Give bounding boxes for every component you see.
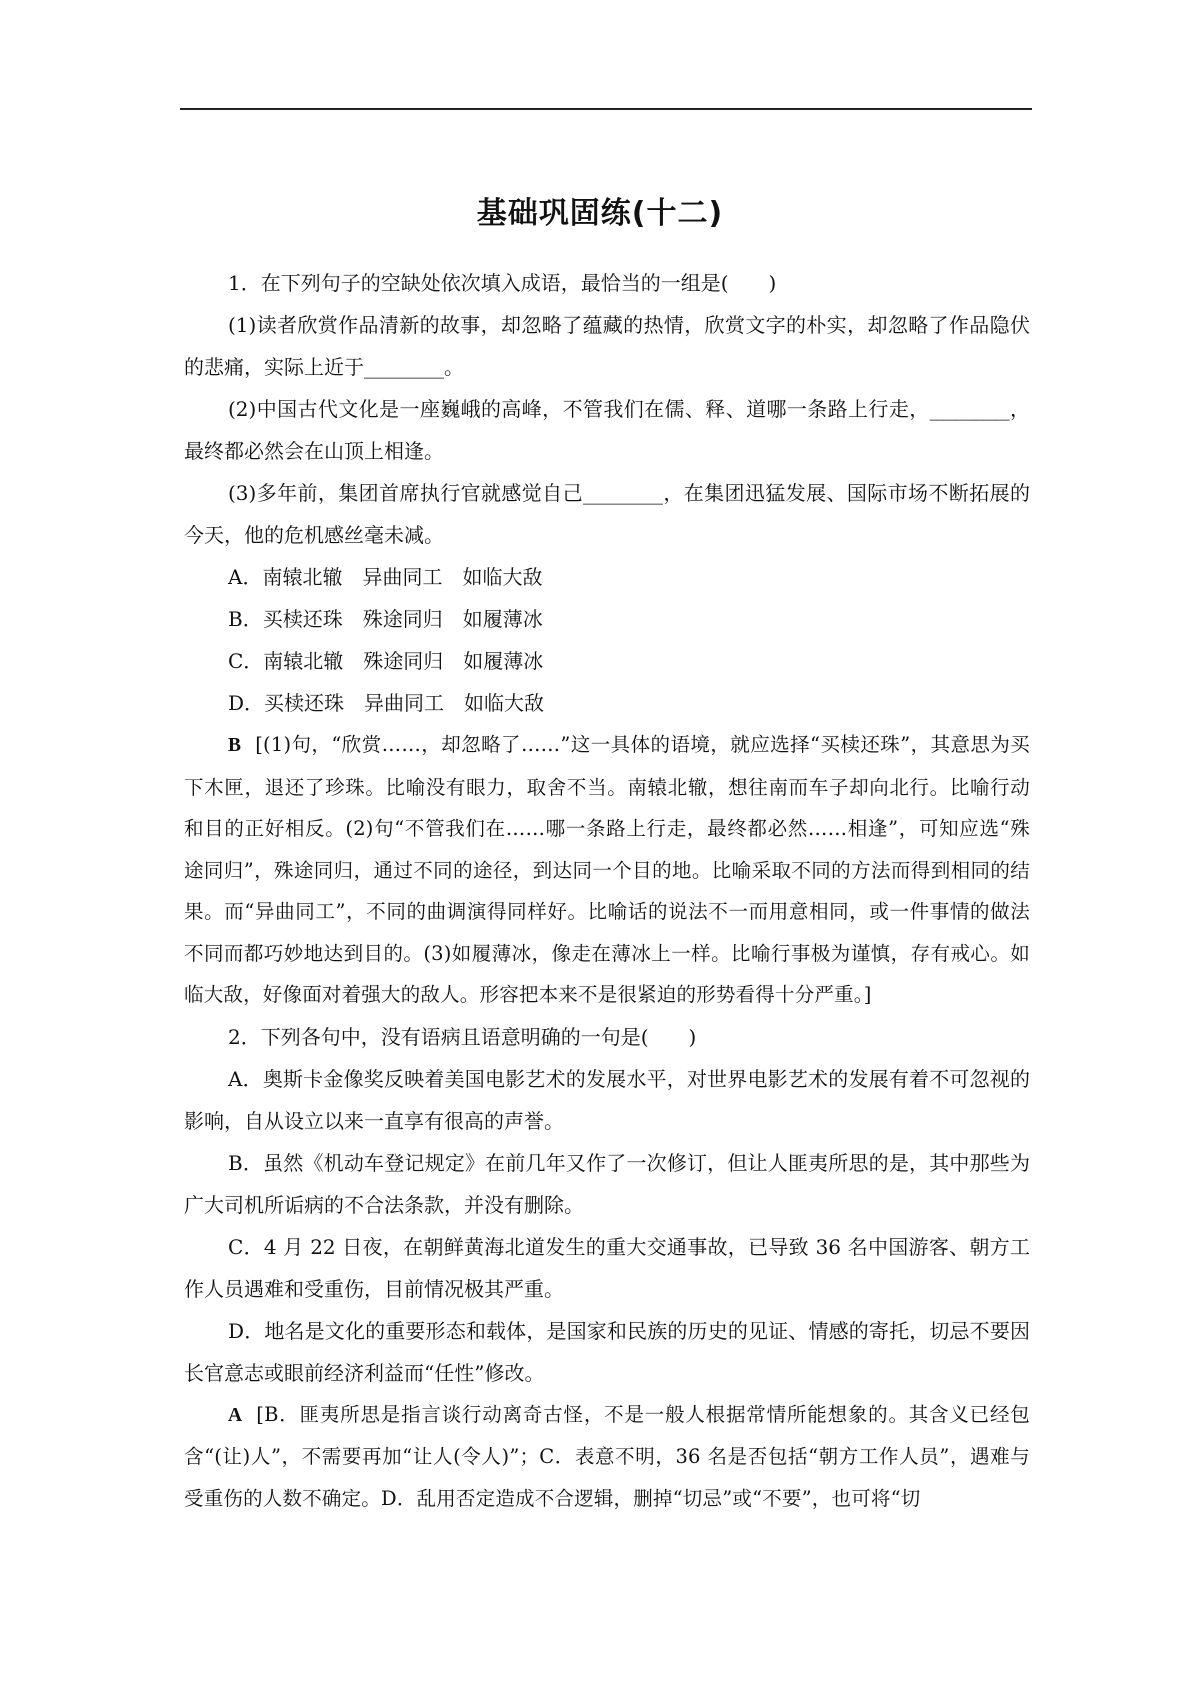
q2-stem: 2．下列各句中，没有语病且语意明确的一句是( ) xyxy=(228,1024,697,1049)
page-title: 基础巩固练(十二) xyxy=(476,196,724,231)
q1-sentence-3: (3)多年前，集团首席执行官就感觉自己________，在集团迅猛发展、国际市场不断拓展的今天，他的危机感丝毫未减。 xyxy=(184,481,1030,547)
q1-option-d: D．买椟还珠 异曲同工 如临大敌 xyxy=(228,691,545,715)
q2-option-b: B．虽然《机动车登记规定》在前几年又作了一次修订，但让人匪夷所思的是，其中那些为广大司机所诟病的不合法条款，并没有删除。 xyxy=(184,1150,1030,1217)
q2-option-d: D．地名是文化的重要形态和载体，是国家和民族的历史的见证、情感的寄托，切忌不要因长官意志或眼前经济利益而“任性”修改。 xyxy=(184,1318,1030,1385)
q1-option-c: C．南辕北辙 殊途同归 如履薄冰 xyxy=(228,649,544,673)
q2-answer-mark: A xyxy=(228,1404,243,1426)
q2-option-c: C．4 月 22 日夜，在朝鲜黄海北道发生的重大交通事故，已导致 36 名中国游客、朝方工作人员遇难和受重伤，目前情况极其严重。 xyxy=(184,1234,1030,1301)
q1-option-b: B．买椟还珠 殊途同归 如履薄冰 xyxy=(228,607,543,631)
q2-answer xyxy=(184,1394,1030,1520)
header-rule xyxy=(180,108,1032,110)
q1-sentence-1: (1)读者欣赏作品清新的故事，却忽略了蕴藏的热情，欣赏文字的朴实，却忽略了作品隐伏的悲痛，实际上近于________。 xyxy=(184,313,1030,379)
q1-answer-explanation: [(1)句，“欣赏……，却忽略了……”这一具体的语境，就应选择“买椟还珠”，其意思为买下木匣，退还了珍珠。比喻没有眼力，取舍不当。南辕北辙，想往南而车子却向北行。比喻行动和目的正好相反。(2)句“不管我们在……哪一条路上行走，最终都必然……相逢”，可知应选“殊途同归”，殊途同归，通过不同的途径，到达同一个目的地。比喻采取不同的方法而得到相同的结果。而“异曲同工”，不同的曲调演得同样好。比喻话的说法不一而用意相同，或一件事情的做法不同而都巧妙地达到目的。(3)如履薄冰，像走在薄冰上一样。比喻行事极为谨慎，存有戒心。如临大敌，好像面对着强大的敌人。形容把本来不是很紧迫的形势看得十分严重。] xyxy=(184,733,1030,1006)
q1-stem: 1．在下列句子的空缺处依次填入成语，最恰当的一组是( ) xyxy=(228,271,777,295)
q2-answer-explanation: [B．匪夷所思是指言谈行动离奇古怪，不是一般人根据常情所能想象的。其含义已经包含“(让)人”，不需要再加“让人(令人)”；C．表意不明，36 名是否包括“朝方工作人员”，遇难与受重伤的人数不确定。D．乱用否定造成不合逻辑，删掉“切忌”或“不要”，也可将“切 xyxy=(184,1402,1030,1510)
q1-answer-mark: B xyxy=(228,735,242,756)
q1-answer xyxy=(184,724,1030,1016)
q1-sentence-2: (2)中国古代文化是一座巍峨的高峰，不管我们在儒、释、道哪一条路上行走，________，最终都必然会在山顶上相逢。 xyxy=(184,397,1030,463)
question-content xyxy=(184,262,1030,1519)
q1-option-a: A．南辕北辙 异曲同工 如临大敌 xyxy=(228,565,543,589)
q2-option-a: A．奥斯卡金像奖反映着美国电影艺术的发展水平，对世界电影艺术的发展有着不可忽视的影响，自从设立以来一直享有很高的声誉。 xyxy=(184,1066,1030,1133)
